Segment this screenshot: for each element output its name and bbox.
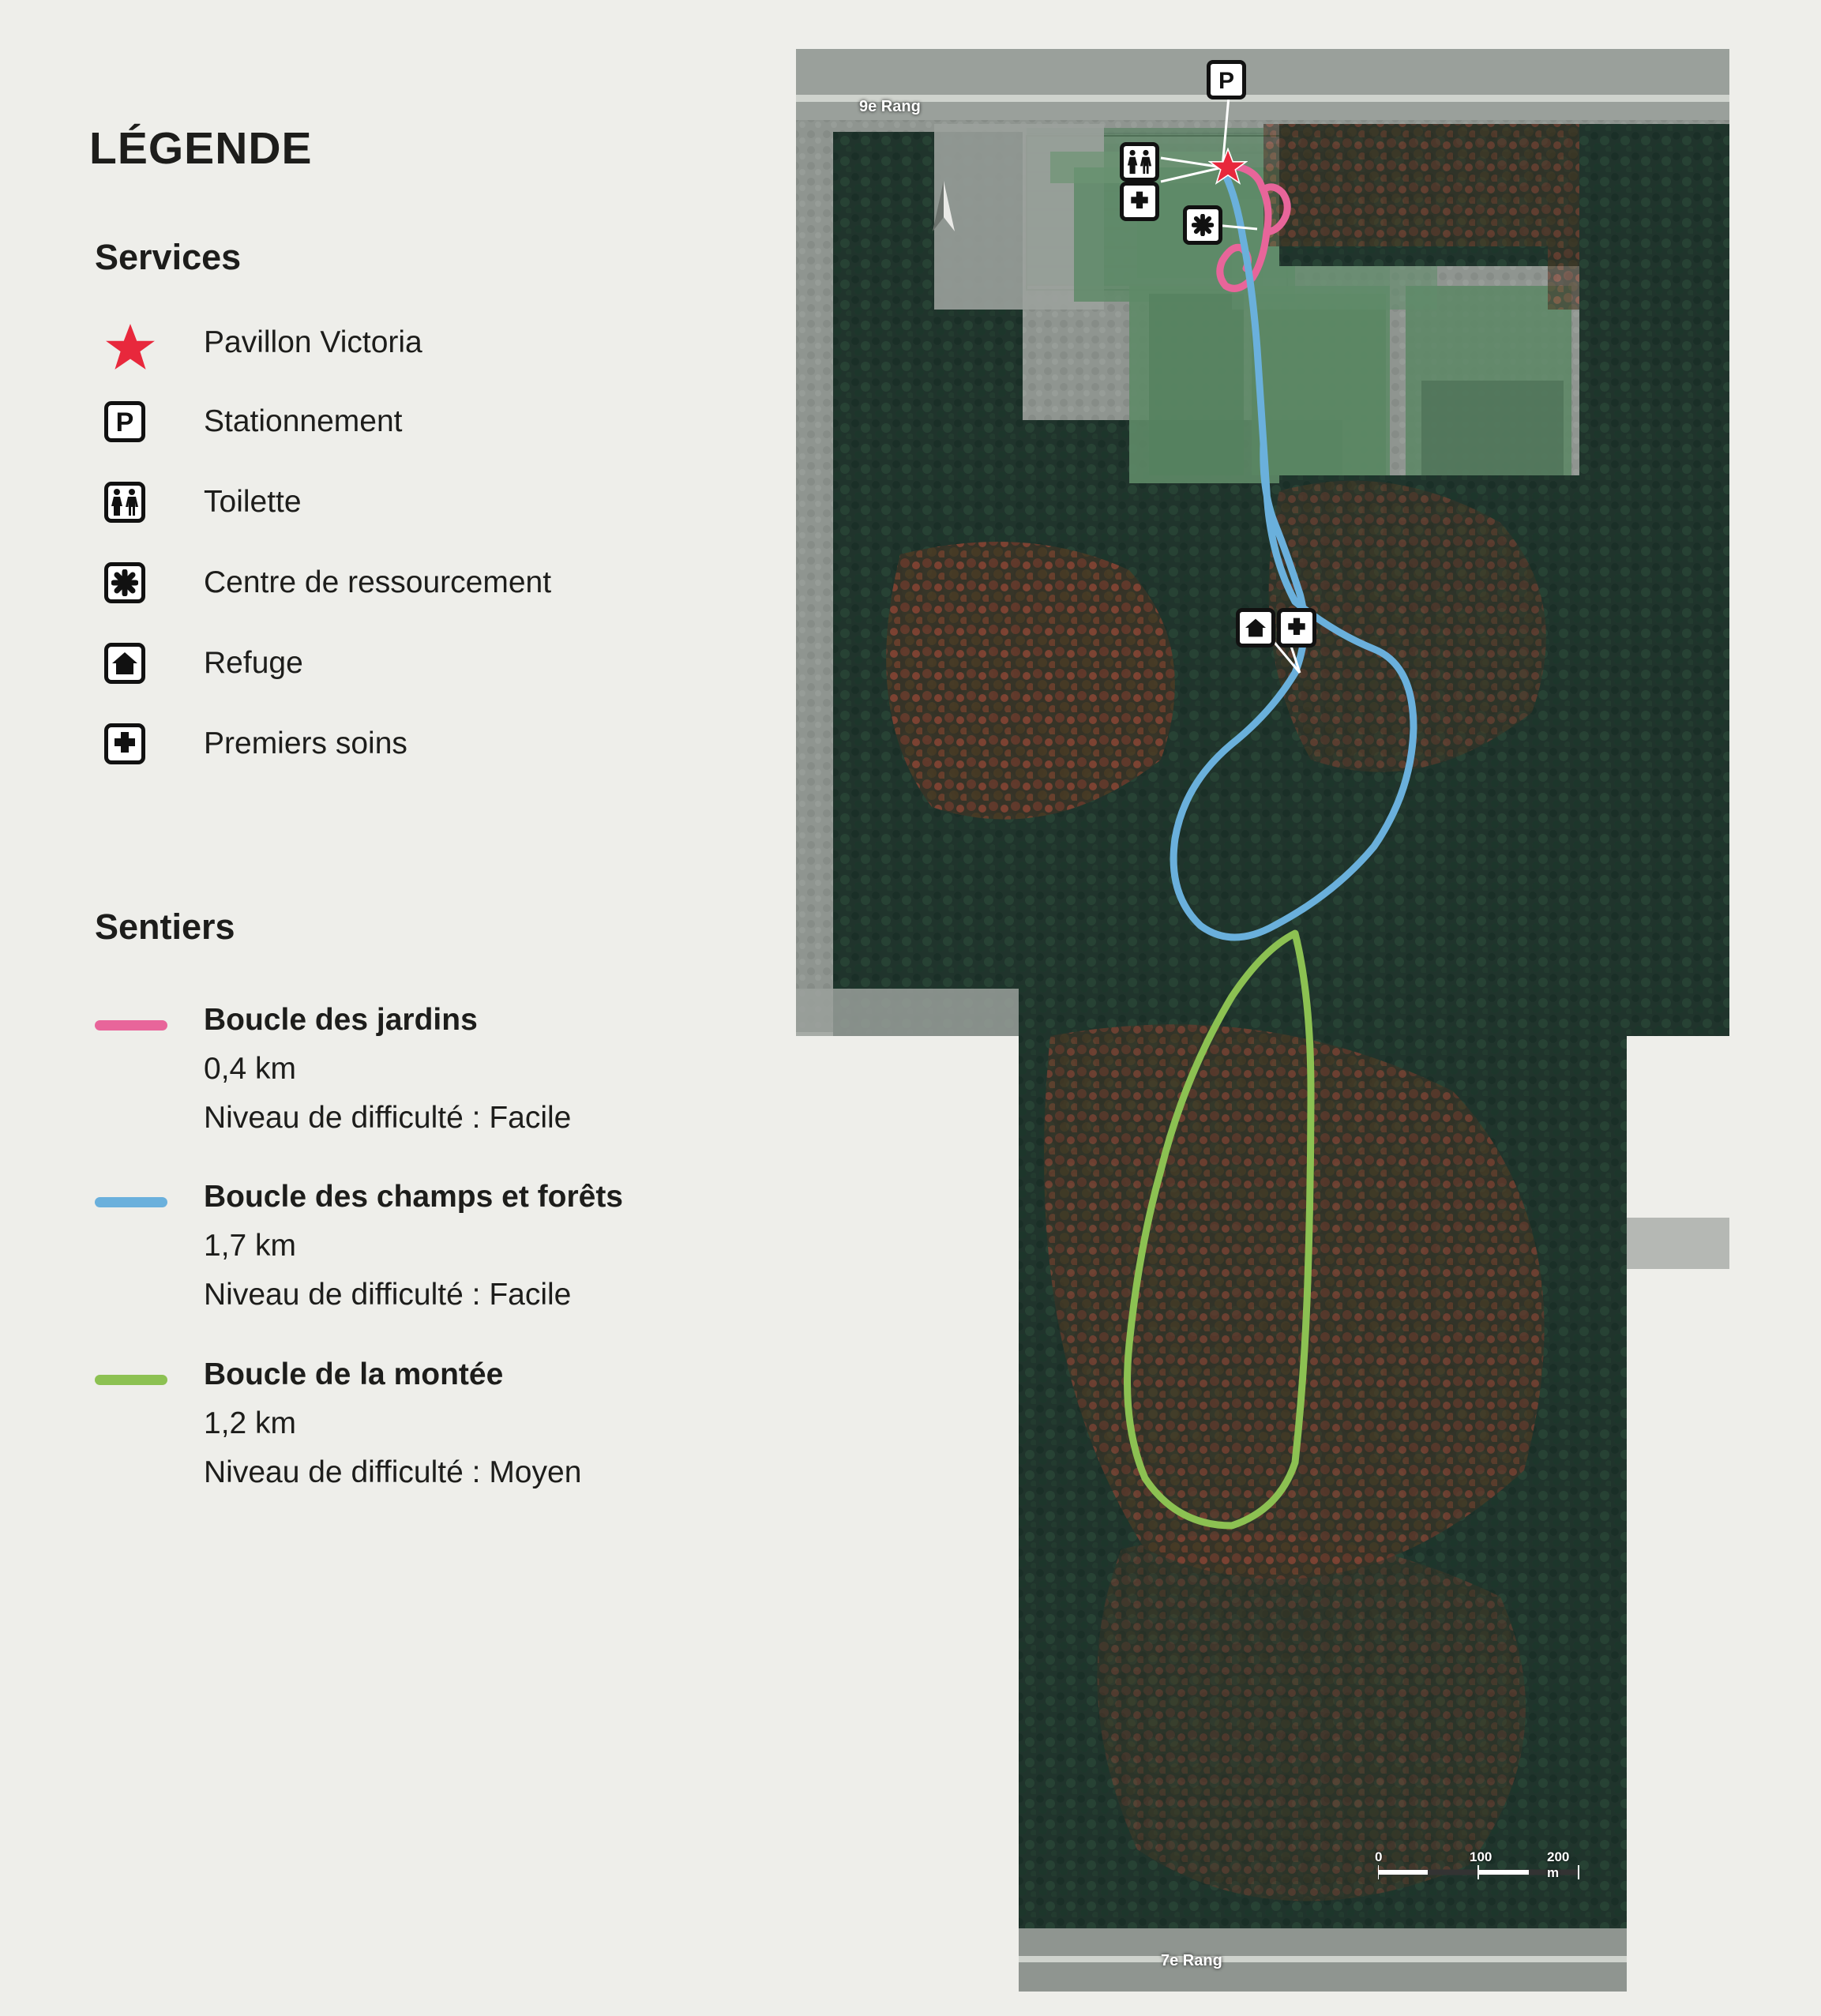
- trail-color-swatch: [95, 1197, 167, 1207]
- legend-title: LÉGENDE: [89, 123, 313, 174]
- map-imagery: [790, 49, 1729, 1992]
- map-marker-toilet[interactable]: [1120, 142, 1159, 182]
- legend-service-label: Pavillon Victoria: [204, 325, 422, 359]
- services-heading: Services: [95, 237, 242, 277]
- asterisk-icon: [1183, 205, 1222, 245]
- trail-name: Boucle de la montée: [204, 1357, 504, 1391]
- map-marker-parking[interactable]: [1207, 60, 1246, 99]
- trails-heading: Sentiers: [95, 907, 235, 947]
- north-arrow-icon: [928, 179, 959, 240]
- road-label-9e-rang: [859, 98, 921, 116]
- map-marker-ressourcement[interactable]: [1183, 205, 1222, 245]
- legend-service-label: Stationnement: [204, 404, 403, 438]
- map-marker-first-aid-2[interactable]: [1277, 608, 1316, 648]
- legend-service-pavillon: [95, 322, 727, 377]
- trail-distance: 1,7 km: [204, 1229, 297, 1263]
- scale-label-end: 200 m: [1547, 1849, 1570, 1880]
- trail-name: Boucle des champs et forêts: [204, 1180, 623, 1214]
- legend-service-label: Refuge: [204, 646, 303, 680]
- toilet-icon: [104, 482, 152, 529]
- legend-service-label: Toilette: [204, 485, 302, 519]
- map-marker-pavillon[interactable]: [1208, 148, 1248, 190]
- refuge-home-icon: [1236, 608, 1275, 648]
- trail-name: Boucle des jardins: [204, 1003, 478, 1037]
- legend-service-label: Centre de ressourcement: [204, 565, 552, 599]
- trail-difficulty: Niveau de difficulté : Facile: [204, 1101, 572, 1135]
- legend-service-ressourcement: [95, 562, 727, 618]
- trail-difficulty: Niveau de difficulté : Moyen: [204, 1455, 582, 1489]
- scale-label-start: 0: [1375, 1849, 1383, 1864]
- star-icon: [1208, 148, 1248, 186]
- scale-bar: [1375, 1849, 1579, 1889]
- first-aid-icon: [1277, 608, 1316, 648]
- map-marker-first-aid[interactable]: [1120, 182, 1159, 221]
- road-label-text: 9e Rang: [859, 98, 921, 115]
- trail-color-swatch: [95, 1375, 167, 1385]
- road-label-text: 7e Rang: [1161, 1952, 1222, 1969]
- first-aid-icon: [1120, 182, 1159, 221]
- parking-icon: [1207, 60, 1246, 99]
- legend-panel: [0, 0, 790, 2016]
- asterisk-icon: [104, 562, 152, 610]
- star-icon: [104, 322, 152, 370]
- trail-difficulty: Niveau de difficulté : Facile: [204, 1278, 572, 1312]
- legend-service-premiers-soins: [95, 723, 727, 779]
- refuge-home-icon: [104, 643, 152, 690]
- toilet-icon: [1120, 142, 1159, 182]
- trail-color-swatch: [95, 1020, 167, 1031]
- map-container[interactable]: [790, 49, 1729, 1992]
- trail-distance: 0,4 km: [204, 1052, 297, 1086]
- legend-service-stationnement: [95, 401, 727, 456]
- svg-text:P: P: [115, 407, 134, 436]
- scale-label-mid: 100: [1470, 1849, 1492, 1864]
- legend-service-label: Premiers soins: [204, 726, 407, 760]
- first-aid-icon: [104, 723, 152, 771]
- legend-service-refuge: [95, 643, 727, 698]
- map-marker-refuge[interactable]: [1236, 608, 1275, 648]
- road-label-7e-rang: [1161, 1952, 1222, 1970]
- legend-service-toilette: [95, 482, 727, 537]
- trail-distance: 1,2 km: [204, 1406, 297, 1440]
- svg-text:P: P: [1218, 68, 1235, 92]
- parking-icon: [104, 401, 152, 449]
